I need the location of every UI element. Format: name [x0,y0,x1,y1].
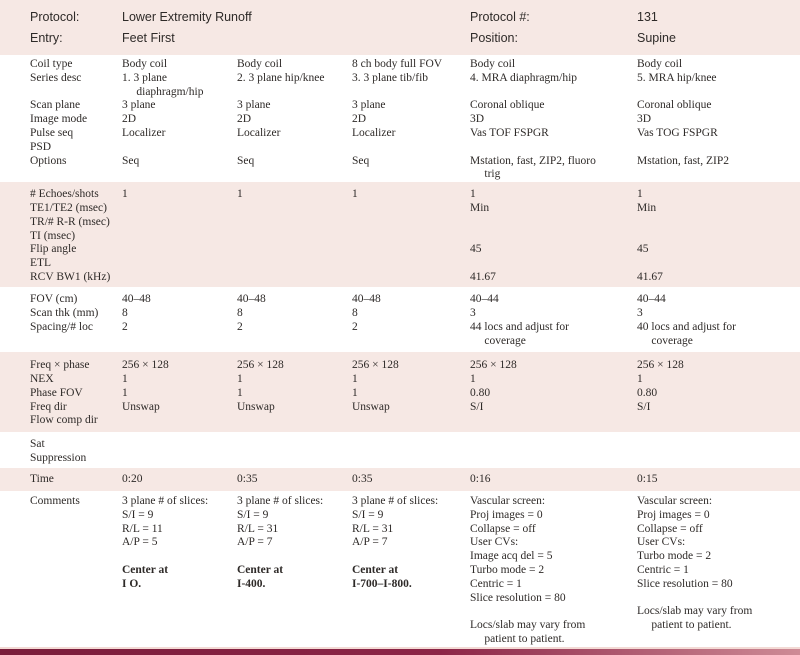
value-cell [352,257,470,271]
value-cell [237,335,352,349]
value-cell [237,86,352,100]
value-cell [352,438,470,452]
value-cell [470,452,637,466]
value-cell [237,257,352,271]
table-row [0,307,800,321]
value-cell [352,592,470,606]
value-cell: 40–48 [237,293,266,306]
table-row [0,452,800,466]
protocol-label: Protocol: [30,10,80,24]
value-cell: I-700–I-800. [352,577,412,590]
row-label [30,536,122,550]
row-label: Flow comp dir [30,414,98,427]
value-cell: Body coil [470,58,516,70]
row-label: Freq × phase [30,359,90,372]
value-cell [637,257,800,271]
value-cell: Locs/slab may vary from [637,605,753,618]
value-cell: Center at [122,564,169,577]
value-cell: Vascular screen: [637,495,713,508]
value-cell: R/L = 31 [237,522,279,535]
value-cell: 0:20 [122,473,143,486]
value-cell: 40–44 [470,293,499,306]
value-cell: 0:16 [470,473,491,486]
value-cell [122,633,237,647]
row-label: Comments [30,495,80,508]
value-cell: 3D [470,113,485,126]
row-label: Phase FOV [30,386,83,399]
value-cell: 0.80 [470,386,491,399]
value-cell: Slice resolution = 80 [470,591,566,604]
value-cell: 41.67 [637,270,663,283]
table-row [0,168,800,182]
value-cell: coverage [637,334,693,347]
value-cell [122,168,237,182]
value-cell: Centric = 1 [637,564,689,577]
value-cell: Collapse = off [637,522,703,535]
value-cell [237,230,352,244]
value-cell: 8 [122,306,128,319]
table-row [0,414,800,428]
value-cell [237,452,352,466]
table-row [0,155,800,169]
table-row [0,473,800,487]
value-cell: 3 plane [237,99,271,112]
value-cell: Proj images = 0 [637,508,710,521]
value-cell: Proj images = 0 [470,508,543,521]
value-cell: 1 [352,372,358,385]
value-cell [237,271,352,285]
value-cell [122,257,237,271]
value-cell [237,243,352,257]
table-row [0,216,800,230]
table-row [0,72,800,86]
table-row [0,141,800,155]
value-cell [122,271,237,285]
value-cell: Unswap [352,400,390,413]
value-cell [637,452,800,466]
row-label: Sat [30,438,45,451]
value-cell: 1 [470,372,476,385]
entry-value: Feet First [122,31,175,45]
value-cell: 256 × 128 [237,359,284,372]
value-cell [637,168,800,182]
row-label [30,633,122,647]
value-cell: Slice resolution = 80 [637,577,733,590]
row-label [30,592,122,606]
band-time [0,468,800,491]
row-label: TI (msec) [30,229,76,242]
value-cell: 1 [122,372,128,385]
value-cell: 0.80 [637,386,658,399]
value-cell: Min [470,201,490,214]
row-label: Spacing/# loc [30,320,93,333]
table-row [0,113,800,127]
row-label: Freq dir [30,400,67,413]
value-cell [352,633,470,647]
value-cell [122,202,237,216]
value-cell: Mstation, fast, ZIP2, fluoro [470,154,596,167]
value-cell [237,414,352,428]
band-freq [0,352,800,432]
value-cell [637,86,800,100]
value-cell: 0:35 [237,473,258,486]
value-cell: 5. MRA hip/knee [637,71,717,84]
value-cell: 3 plane # of slices: [352,495,439,508]
value-cell [470,438,637,452]
value-cell: Vas TOF FSPGR [470,126,549,139]
row-label: Options [30,154,67,167]
value-cell: Center at [352,564,399,577]
table-row [0,578,800,592]
value-cell: R/L = 11 [122,522,163,535]
bottom-bar [0,647,800,655]
table-row [0,257,800,271]
protocol-header-row [30,28,800,49]
value-cell [122,550,237,564]
value-cell [470,216,637,230]
value-cell: Localizer [237,126,281,139]
row-label [30,578,122,592]
value-cell: I O. [122,577,142,590]
value-cell: patient to patient. [470,633,565,646]
value-cell [122,452,237,466]
value-cell: 40–44 [637,293,666,306]
value-cell [237,633,352,647]
table-row [0,536,800,550]
value-cell: Localizer [122,126,166,139]
value-cell: 256 × 128 [637,359,684,372]
value-cell: 3 plane [122,99,156,112]
value-cell: 2 [352,320,358,333]
value-cell [637,438,800,452]
table-row [0,523,800,537]
value-cell [122,335,237,349]
row-label [30,509,122,523]
value-cell [470,605,637,619]
value-cell: 2. 3 plane hip/knee [237,71,325,84]
entry-label: Entry: [30,31,63,45]
table-row [0,373,800,387]
value-cell: 2 [122,320,128,333]
table-row [0,271,800,285]
value-cell [637,414,800,428]
value-cell [352,86,470,100]
value-cell [122,592,237,606]
value-cell [237,202,352,216]
value-cell: Turbo mode = 2 [637,550,712,563]
value-cell: Vas TOG FSPGR [637,126,718,139]
row-label: NEX [30,372,54,385]
value-cell: Body coil [237,58,283,70]
row-label [30,523,122,537]
row-label: FOV (cm) [30,293,78,306]
protocol-table [0,55,800,647]
value-cell [470,230,637,244]
value-cell: A/P = 7 [237,536,273,549]
row-label: Flip angle [30,243,77,256]
table-row [0,86,800,100]
value-cell: 4. MRA diaphragm/hip [470,71,578,84]
value-cell: 2D [237,113,252,126]
value-cell [352,216,470,230]
value-cell: Locs/slab may vary from [470,619,586,632]
table-row [0,619,800,633]
value-cell [352,168,470,182]
value-cell: 256 × 128 [122,359,169,372]
protocol-value: Lower Extremity Runoff [122,10,252,24]
row-label [30,564,122,578]
value-cell: 8 [352,306,358,319]
value-cell [352,230,470,244]
row-label [30,605,122,619]
row-label: Image mode [30,113,88,126]
protocol-number-value: 131 [637,10,658,24]
value-cell [352,141,470,155]
value-cell: 256 × 128 [352,359,399,372]
value-cell: Centric = 1 [470,577,522,590]
value-cell [237,168,352,182]
table-row [0,335,800,349]
row-label: RCV BW1 (kHz) [30,270,111,283]
table-row [0,202,800,216]
row-label: # Echoes/shots [30,188,99,201]
value-cell [122,230,237,244]
table-row [0,127,800,141]
value-cell: 40–48 [352,293,381,306]
value-cell: trig [470,168,501,181]
value-cell: 45 [470,243,482,256]
value-cell: 41.67 [470,270,496,283]
value-cell: 1 [122,386,128,399]
table-row [0,605,800,619]
value-cell [122,141,237,155]
value-cell: Collapse = off [470,522,536,535]
value-cell [237,550,352,564]
row-label: TR/# R-R (msec) [30,215,110,228]
value-cell: User CVs: [470,536,519,549]
value-cell: 8 ch body full FOV [352,58,443,70]
value-cell: 1 [352,386,358,399]
band-echoes [0,182,800,287]
value-cell: R/L = 31 [352,522,394,535]
value-cell: 2D [352,113,367,126]
position-value: Supine [637,31,676,45]
value-cell: 3D [637,113,652,126]
table-row [0,188,800,202]
value-cell: S/I = 9 [352,508,384,521]
row-label: Scan plane [30,99,81,112]
table-row [0,509,800,523]
value-cell [470,414,637,428]
value-cell: Turbo mode = 2 [470,564,545,577]
band-comments [0,491,800,647]
value-cell [470,141,637,155]
value-cell [352,550,470,564]
value-cell: 3. 3 plane tib/fib [352,71,429,84]
row-label: PSD [30,140,52,153]
value-cell: S/I [470,400,484,413]
value-cell [122,438,237,452]
value-cell [122,619,237,633]
value-cell [122,216,237,230]
value-cell [352,202,470,216]
value-cell: 3 [470,306,476,319]
band-fov [0,287,800,352]
value-cell [637,141,800,155]
value-cell: User CVs: [637,536,686,549]
value-cell: A/P = 7 [352,536,388,549]
value-cell: Body coil [637,58,683,70]
value-cell [637,592,800,606]
table-row [0,99,800,113]
value-cell: 1 [352,188,358,201]
value-cell [637,216,800,230]
row-label [30,335,122,349]
value-cell: Seq [122,154,140,167]
row-label: ETL [30,257,52,270]
value-cell: 1 [470,188,476,201]
protocol-number-label: Protocol #: [470,10,530,24]
value-cell [237,141,352,155]
row-label [30,168,122,182]
value-cell: S/I = 9 [122,508,154,521]
row-label: TE1/TE2 (msec) [30,201,107,214]
value-cell: Image acq del = 5 [470,550,553,563]
table-row [0,321,800,335]
value-cell: patient to patient. [637,619,732,632]
table-row [0,401,800,415]
value-cell [237,605,352,619]
row-label: Suppression [30,451,87,464]
value-cell: Coronal oblique [470,99,545,112]
value-cell: S/I [637,400,651,413]
table-row [0,293,800,307]
table-row [0,230,800,244]
value-cell [470,257,637,271]
table-row [0,592,800,606]
row-label: Time [30,473,54,486]
band-sat [0,432,800,468]
value-cell: Unswap [237,400,275,413]
value-cell: 256 × 128 [470,359,517,372]
value-cell: 0:35 [352,473,373,486]
value-cell: 1 [122,188,128,201]
value-cell [352,605,470,619]
row-label: Scan thk (mm) [30,306,99,319]
value-cell: 1 [237,372,243,385]
value-cell: 3 plane # of slices: [237,495,324,508]
value-cell: 3 plane # of slices: [122,495,209,508]
value-cell: 3 plane [352,99,386,112]
value-cell: Vascular screen: [470,495,546,508]
band-series [0,55,800,182]
value-cell [122,243,237,257]
value-cell [352,452,470,466]
protocol-header [0,0,800,55]
value-cell: coverage [470,334,526,347]
table-row [0,564,800,578]
row-label: Pulse seq [30,126,74,139]
value-cell [237,619,352,633]
value-cell [637,633,800,647]
row-label: Series desc [30,71,82,84]
value-cell [352,335,470,349]
value-cell: Seq [237,154,255,167]
value-cell: 1 [237,188,243,201]
value-cell: 40 locs and adjust for [637,320,737,333]
value-cell [637,230,800,244]
value-cell: 2D [122,113,137,126]
value-cell: Seq [352,154,370,167]
position-label: Position: [470,31,518,45]
protocol-header-row [30,7,800,28]
value-cell: 0:15 [637,473,658,486]
value-cell: 40–48 [122,293,151,306]
value-cell: Unswap [122,400,160,413]
value-cell [122,605,237,619]
table-row [0,438,800,452]
value-cell: S/I = 9 [237,508,269,521]
value-cell [352,271,470,285]
value-cell: I-400. [237,577,266,590]
value-cell: Center at [237,564,284,577]
value-cell: 1 [637,372,643,385]
value-cell: 45 [637,243,649,256]
value-cell [470,86,637,100]
table-row [0,359,800,373]
value-cell: 3 [637,306,643,319]
value-cell: Body coil [122,58,168,70]
value-cell [122,414,237,428]
table-row [0,243,800,257]
value-cell: 1. 3 plane [122,71,168,84]
value-cell: Localizer [352,126,396,139]
value-cell: diaphragm/hip [122,85,204,98]
table-row [0,495,800,509]
value-cell: 1 [237,386,243,399]
value-cell: Min [637,201,657,214]
value-cell: Coronal oblique [637,99,712,112]
row-label [30,86,122,100]
value-cell: 44 locs and adjust for [470,320,570,333]
table-row [0,387,800,401]
value-cell [237,438,352,452]
table-row [0,58,800,72]
value-cell: 8 [237,306,243,319]
value-cell: 2 [237,320,243,333]
value-cell [237,592,352,606]
row-label: Coil type [30,58,73,70]
value-cell [352,619,470,633]
value-cell: Mstation, fast, ZIP2 [637,154,729,167]
value-cell [352,243,470,257]
value-cell [237,216,352,230]
value-cell [352,414,470,428]
table-row [0,633,800,647]
row-label [30,619,122,633]
row-label [30,550,122,564]
table-row [0,550,800,564]
value-cell: 1 [637,188,643,201]
value-cell: A/P = 5 [122,536,158,549]
